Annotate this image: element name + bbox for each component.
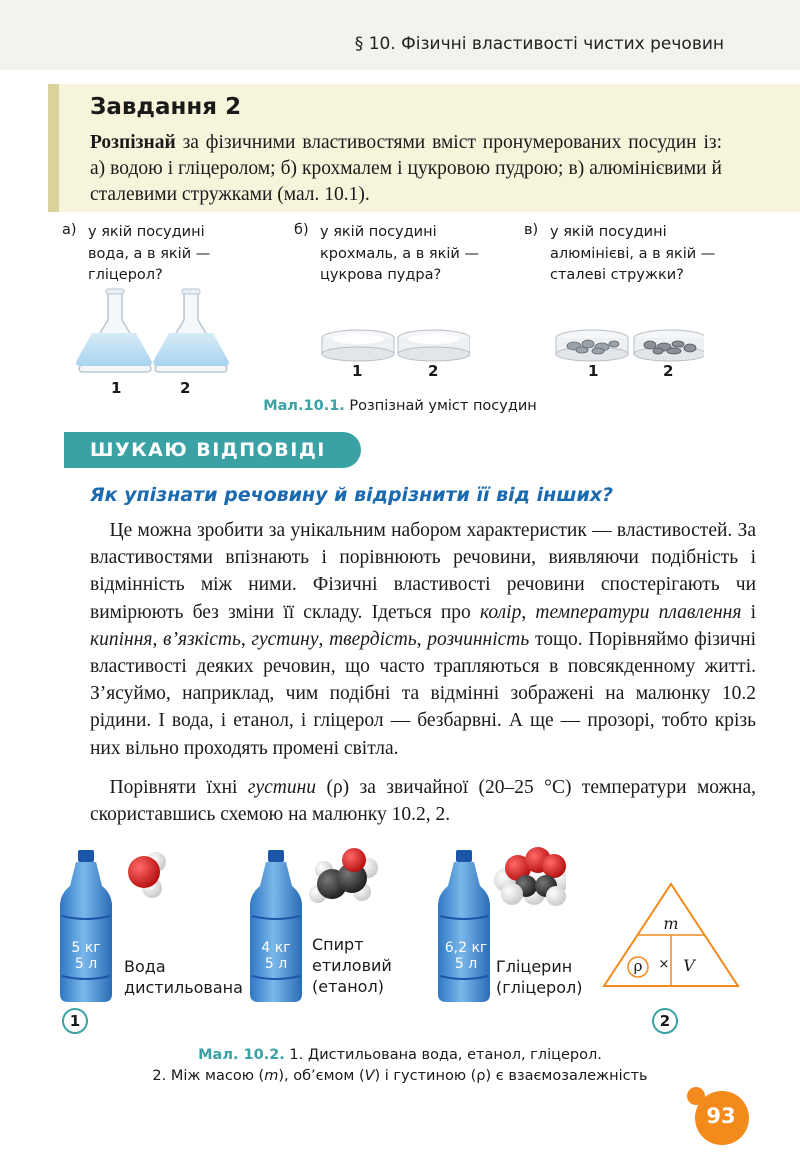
petri-dish-icon bbox=[556, 330, 628, 361]
flask-icon bbox=[153, 289, 229, 372]
question-a-line: у якій посудині bbox=[88, 224, 205, 240]
substance-label-ethanol bbox=[312, 934, 392, 997]
italic-term: температури плавлення bbox=[535, 601, 742, 623]
flasks-illustration bbox=[70, 288, 230, 376]
bottle-volume: 5 л bbox=[454, 956, 478, 972]
question-c-line: у якій посудині bbox=[550, 224, 667, 240]
label-line: Гліцерин bbox=[496, 957, 573, 976]
bottle-2-label bbox=[254, 940, 298, 972]
bottle-icon bbox=[60, 850, 112, 1002]
label-line: дистильована bbox=[124, 978, 243, 997]
bottle-icon bbox=[250, 850, 302, 1002]
caption-symbol: m bbox=[264, 1068, 279, 1084]
question-c-line: алюмінієві, а в якій — bbox=[550, 245, 716, 262]
text-run: (ρ) за звичайної (20–25 °C) температури можна, скориставшись схемою на малюнку 10.2, 2. bbox=[90, 777, 756, 826]
running-header: § 10. Фізичні властивості чистих речовин bbox=[354, 34, 724, 54]
question-a bbox=[88, 222, 210, 287]
petri-dish-icon bbox=[634, 330, 704, 361]
powder-dishes-illustration bbox=[320, 326, 470, 362]
figure-10-2-caption bbox=[0, 1045, 800, 1087]
bottle-volume: 5 л bbox=[264, 956, 288, 972]
caption-text: ) і густиною (ρ) є взаємозалежність bbox=[374, 1068, 648, 1084]
question-c bbox=[550, 222, 715, 287]
text-run: , bbox=[416, 628, 428, 650]
label-line: (гліцерол) bbox=[496, 978, 583, 997]
text-run: , bbox=[318, 628, 330, 650]
text-run: Порівняти їхні bbox=[109, 777, 248, 798]
question-a-line: гліцерол? bbox=[88, 267, 163, 283]
italic-term: розчинність bbox=[427, 628, 530, 650]
task-text bbox=[90, 130, 722, 208]
substance-label-water bbox=[124, 956, 243, 998]
triangle-mass: m bbox=[663, 914, 679, 933]
density-triangle-diagram bbox=[600, 880, 742, 992]
italic-term: в’язкість bbox=[163, 628, 241, 650]
dish-number: 1 bbox=[588, 362, 599, 380]
italic-term: колір bbox=[480, 601, 522, 623]
question-a-line: вода, а в якій — bbox=[88, 245, 211, 262]
italic-term: густини bbox=[247, 777, 317, 798]
text-run: , bbox=[521, 601, 536, 623]
question-b-marker: б) bbox=[294, 222, 309, 238]
question-b bbox=[320, 222, 479, 287]
page-number: 93 bbox=[706, 1104, 736, 1128]
caption-text: Розпізнай уміст посудин bbox=[344, 398, 537, 414]
dish-number: 2 bbox=[663, 362, 674, 380]
caption-text: 1. Дистильована вода, етанол, гліцерол. bbox=[284, 1047, 602, 1063]
task-lead: Розпізнай bbox=[90, 132, 176, 153]
text-run: і bbox=[741, 601, 757, 623]
flask-icon bbox=[76, 289, 152, 372]
text-run: , bbox=[240, 628, 252, 650]
water-molecule-icon bbox=[128, 852, 166, 898]
italic-term: кипіння bbox=[90, 628, 153, 650]
bottle-mass: 5 кг bbox=[71, 940, 101, 956]
paragraph-2 bbox=[90, 774, 756, 828]
triangle-times: × bbox=[658, 957, 670, 972]
glycerol-molecule-icon bbox=[494, 847, 566, 906]
bottle-3-label bbox=[440, 940, 492, 972]
label-line: (етанол) bbox=[312, 977, 384, 996]
question-a-marker: а) bbox=[62, 222, 77, 238]
paragraph-1 bbox=[90, 517, 756, 762]
shavings-dishes-illustration bbox=[554, 326, 704, 362]
substance-label-glycerol bbox=[496, 956, 582, 998]
dish-number: 1 bbox=[352, 362, 363, 380]
bottle-1-label bbox=[64, 940, 108, 972]
bottle-mass: 6,2 кг bbox=[444, 940, 488, 956]
caption-text: ), об’ємом ( bbox=[278, 1068, 365, 1084]
question-b-line: цукрова пудра? bbox=[320, 267, 442, 283]
section-banner-text: ШУКАЮ ВІДПОВІДІ bbox=[90, 439, 326, 461]
triangle-density: ρ bbox=[633, 957, 643, 975]
task-body: за фізичними властивостями вміст пронумерованих посудин із: а) водою і гліцеролом; б) крохмалем і цукровою пудрою; в) алюмінієвими й сталевими стружками (мал. 10.1). bbox=[90, 132, 722, 205]
text-run: Це можна зробити за унікальним набором характеристик — властивостей. За властивостями впізнають і порівнюють речовини, виявляючи подібність і відмінність між ними. Фізичні властивості речовини спостерігають чи вимірюють без зміни її складу. Ідеться про bbox=[90, 520, 756, 623]
triangle-volume: V bbox=[683, 956, 695, 975]
figure-10-1-caption bbox=[0, 398, 800, 414]
question-c-marker: в) bbox=[524, 222, 539, 238]
dish-number: 2 bbox=[428, 362, 439, 380]
text-run: тощо. Порівняймо фізичні властивості деяких речовин, що часто трапляються в повсякденному житті. З’ясуймо, наприклад, чим подібні та відмінні зображені на малюнку 10.2 рідини. І вода, і етанол, і гліцерол — безбарвні. А ще — прозорі, тобто крізь них вільно проходять промені світла. bbox=[90, 628, 757, 759]
petri-dish-icon bbox=[322, 330, 394, 361]
caption-label: Мал. 10.2. bbox=[198, 1047, 285, 1063]
petri-dish-icon bbox=[398, 330, 470, 361]
figure-part-marker: 2 bbox=[652, 1008, 678, 1034]
caption-symbol: V bbox=[364, 1068, 375, 1084]
task-box-accent bbox=[48, 84, 59, 212]
task-title: Завдання 2 bbox=[90, 94, 242, 120]
flask-number: 1 bbox=[111, 379, 122, 397]
caption-label: Мал.10.1. bbox=[263, 398, 345, 414]
bottle-icon bbox=[438, 850, 490, 1002]
label-line: Спирт bbox=[312, 935, 364, 954]
flask-number: 2 bbox=[180, 379, 191, 397]
label-line: Вода bbox=[124, 957, 166, 976]
question-c-line: сталеві стружки? bbox=[550, 267, 684, 283]
caption-line bbox=[0, 1045, 800, 1066]
italic-term: твердість bbox=[329, 628, 417, 650]
bottle-volume: 5 л bbox=[74, 956, 98, 972]
ethanol-molecule-icon bbox=[309, 848, 378, 903]
question-heading: Як упізнати речовину й відрізнити її від інших? bbox=[90, 484, 614, 506]
italic-term: густину bbox=[251, 628, 319, 650]
question-b-line: у якій посудині bbox=[320, 224, 437, 240]
text-run: , bbox=[152, 628, 164, 650]
caption-text: 2. Між масою ( bbox=[152, 1068, 265, 1084]
question-b-line: крохмаль, а в якій — bbox=[320, 245, 479, 262]
bottle-mass: 4 кг bbox=[261, 940, 291, 956]
figure-part-marker: 1 bbox=[62, 1008, 88, 1034]
caption-line bbox=[0, 1066, 800, 1087]
label-line: етиловий bbox=[312, 956, 392, 975]
